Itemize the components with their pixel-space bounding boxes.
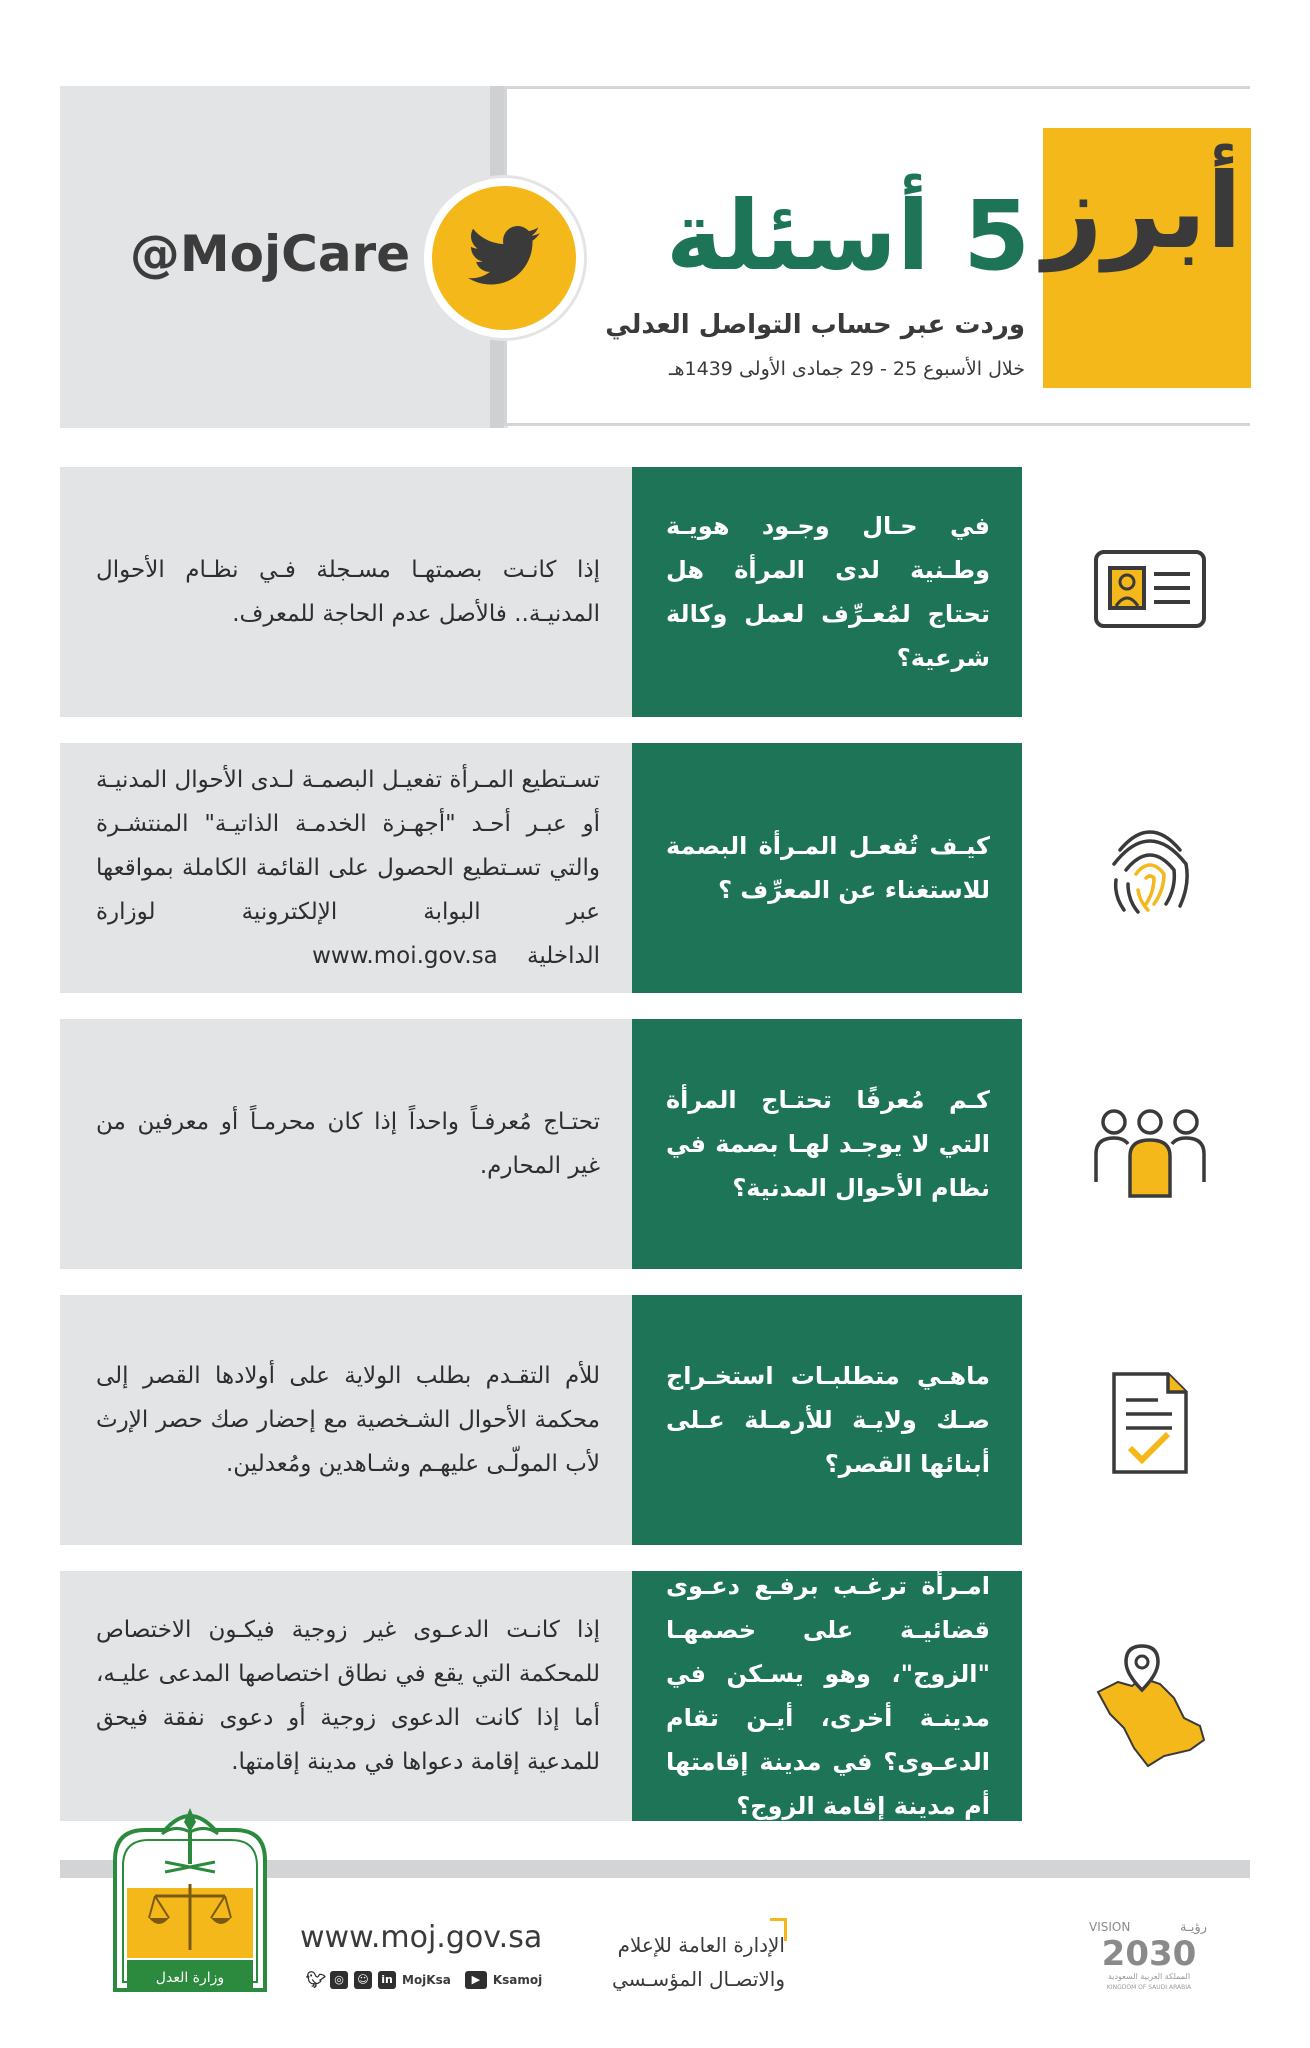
question-text: ماهـي متطلبـات استخـراج صـك ولايـة للأرمـلة عـلى أبنائها القصر؟ [666, 1362, 990, 1478]
date-range: خلال الأسبوع 25 - 29 جمادى الأولى 1439هـ [668, 358, 1025, 380]
answer-link[interactable]: www.moi.gov.sa [312, 943, 498, 969]
vision-word: VISION [1089, 1920, 1131, 1934]
page-title: 5 أسئلة [665, 180, 1030, 292]
department-name [590, 1928, 785, 1996]
twitter-handle[interactable]: @MojCare [129, 225, 411, 283]
question-card-3 [632, 1019, 1022, 1269]
id-card-icon [1080, 522, 1220, 662]
question-card-2 [632, 743, 1022, 993]
page-subtitle: وردت عبر حساب التواصل العدلي [605, 310, 1025, 340]
answer-text: إذا كانـت الدعـوى غير زوجية فيكـون الاختصاص للمحكمة التي يقع في نطاق اختصاصها المدعى عليـه، أما إذا كانت الدعوى زوجية أو دعوى نفقة فيحق للمدعية إقامة دعواها في مدينة إقامتها. [96, 1617, 600, 1775]
map-pin-icon [1080, 1630, 1220, 1770]
twitter-icon [468, 226, 540, 286]
vision-sub-ar: المملكة العربية السعودية [1107, 1972, 1191, 1981]
answer-card-2 [60, 743, 632, 993]
people-icon [1080, 1078, 1220, 1218]
linkedin-icon[interactable]: in [378, 1971, 396, 1989]
answer-text: إذا كانـت بصمتهـا مسـجلة فـي نظـام الأحوال المدنيـة.. فالأصل عدم الحاجة للمعرف. [96, 557, 600, 627]
social-handle-primary[interactable]: MojKsa [402, 1973, 451, 1987]
vision-sub-en: KINGDOM OF SAUDI ARABIA [1106, 1984, 1192, 1991]
title-highlight-word: أبرز [1042, 150, 1242, 272]
department-line-1: الإدارة العامة للإعلام [617, 1933, 785, 1957]
document-check-icon [1080, 1352, 1220, 1492]
snapchat-icon[interactable]: ☺ [354, 1971, 372, 1989]
question-text: كـم مُعرفًا تحتـاج المرأة التي لا يوجـد لهـا بصمة في نظام الأحوال المدنية؟ [666, 1086, 990, 1202]
social-links [306, 1967, 566, 1993]
vision-arabic: رؤيـة [1180, 1920, 1207, 1935]
answer-text: تحتـاج مُعرفـاً واحداً إذا كان محرمـاً أو معرفين من غير المحارم. [96, 1109, 600, 1179]
fingerprint-icon [1080, 800, 1220, 940]
answer-card-5 [60, 1571, 632, 1821]
twitter-icon[interactable]: 🐦︎ [306, 1970, 327, 1989]
department-line-2: والاتصـال المؤسـسي [611, 1967, 785, 1991]
answer-text [96, 758, 600, 978]
answer-card-3 [60, 1019, 632, 1269]
answer-text: للأم التقـدم بطلب الولاية على أولادها القصر إلى محكمة الأحوال الشـخصية مع إحضار صك حصر الإرث لأب المولّـى عليهـم وشـاهدين ومُعدلين. [96, 1363, 600, 1477]
question-card-5 [632, 1571, 1022, 1821]
question-card-4 [632, 1295, 1022, 1545]
ministry-logo [105, 1800, 275, 2000]
question-card-1 [632, 467, 1022, 717]
website-link[interactable]: www.moj.gov.sa [300, 1920, 543, 1955]
question-text: كيـف تُفعـل المـرأة البصمة للاستغناء عن المعرِّف ؟ [666, 832, 990, 904]
instagram-icon[interactable]: ◎ [330, 1971, 348, 1989]
question-text: امـرأة ترغـب برفـع دعـوى قضائيـة على خصمهـا "الزوج"، وهو يسـكن في مدينـة أخرى، أيـن تقام الدعـوى؟ في مدينة إقامتها أم مدينة إقامة الزوج؟ [666, 1572, 990, 1820]
youtube-icon[interactable]: ▶ [465, 1971, 487, 1989]
answer-card-4 [60, 1295, 632, 1545]
answer-body: تسـتطيع المـرأة تفعيـل البصمـة لـدى الأحوال المدنيـة أو عبـر أحـد "أجهـزة الخدمـة الذاتيـة" المنتشـرة والتي تسـتطيع الحصول على القائمة الكاملة بمواقعها عبر البوابة الإلكترونية لوزارة الداخلية [96, 767, 600, 969]
vision-2030-logo [1085, 1915, 1215, 1995]
ministry-name: وزارة العدل [155, 1970, 225, 1986]
social-handle-secondary[interactable]: Ksamoj [492, 1973, 543, 1987]
answer-card-1 [60, 467, 632, 717]
question-text: في حـال وجـود هويـة وطـنية لدى المرأة هل تحتاج لمُعـرِّف لعمل وكالة شرعية؟ [666, 512, 990, 672]
vision-year: 2030 [1101, 1934, 1197, 1974]
